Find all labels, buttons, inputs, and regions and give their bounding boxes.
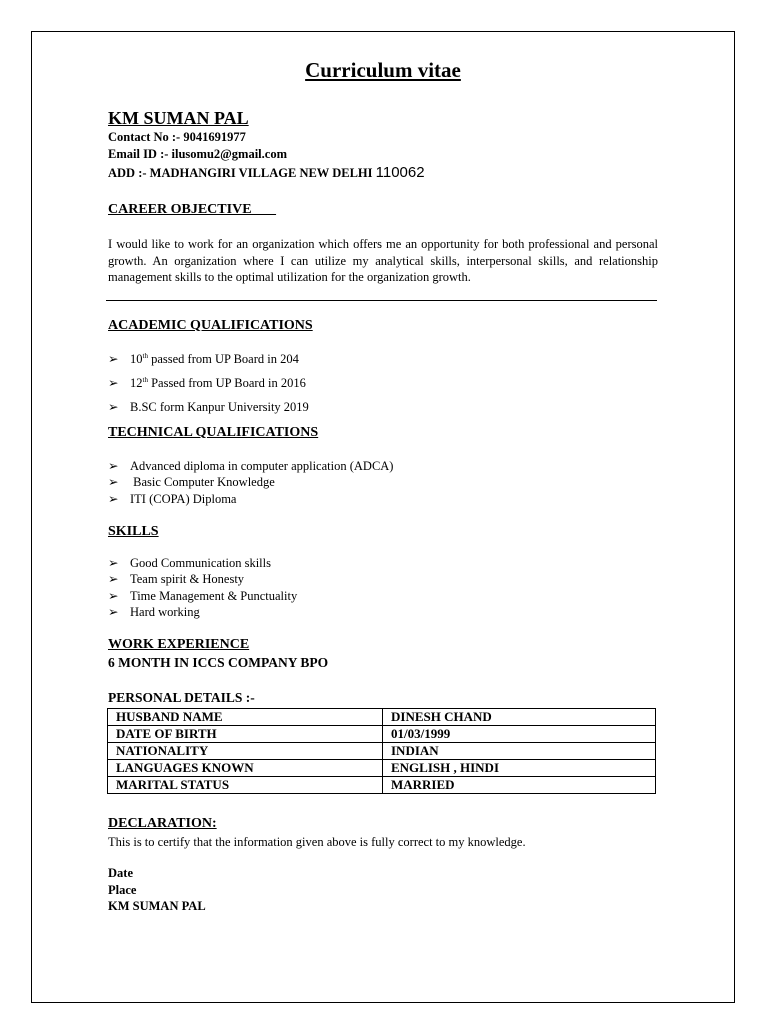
table-cell-value: DINESH CHAND (383, 709, 656, 726)
table-row (108, 709, 656, 726)
technical-item: ➢ Basic Computer Knowledge (108, 475, 275, 489)
signoff-date: Date (108, 866, 133, 880)
skill-item: ➢ Team spirit & Honesty (108, 572, 245, 586)
technical-item: ➢ ITI (COPA) Diploma (108, 492, 237, 506)
work-experience-heading: WORK EXPERIENCE (108, 637, 250, 652)
bullet-arrow-icon: ➢ (108, 492, 119, 506)
bullet-arrow-icon: ➢ (108, 605, 119, 619)
document-title: Curriculum vitae (305, 58, 461, 82)
skill-item: ➢ Hard working (108, 605, 200, 619)
personal-details-heading: PERSONAL DETAILS :- (108, 690, 255, 705)
technical-heading: TECHNICAL QUALIFICATIONS (108, 425, 319, 440)
academic-heading: ACADEMIC QUALIFICATIONS (108, 318, 313, 333)
skill-item: ➢ Good Communication skills (108, 556, 271, 570)
table-cell-value: MARRIED (383, 777, 656, 794)
candidate-name: KM SUMAN PAL (108, 108, 249, 128)
bullet-arrow-icon: ➢ (108, 475, 119, 489)
declaration-heading: DECLARATION: (108, 816, 217, 831)
table-cell-key: LANGUAGES KNOWN (108, 760, 383, 777)
table-row (108, 777, 656, 794)
career-objective-heading: CAREER OBJECTIVE (108, 202, 252, 217)
contact-address (108, 164, 425, 181)
table-row (108, 743, 656, 760)
table-cell-value: 01/03/1999 (383, 726, 656, 743)
bullet-arrow-icon: ➢ (108, 376, 119, 390)
personal-details-table (107, 708, 656, 794)
table-cell-value: INDIAN (383, 743, 656, 760)
signoff-name: KM SUMAN PAL (108, 899, 206, 913)
academic-item: ➢ B.SC form Kanpur University 2019 (108, 400, 309, 414)
table-cell-key: DATE OF BIRTH (108, 726, 383, 743)
table-cell-value: ENGLISH , HINDI (383, 760, 656, 777)
contact-phone: Contact No :- 9041691977 (108, 130, 246, 144)
bullet-arrow-icon: ➢ (108, 459, 119, 473)
signoff-place: Place (108, 883, 137, 897)
work-experience-detail: 6 MONTH IN ICCS COMPANY BPO (108, 655, 329, 670)
address-pincode: 110062 (375, 164, 425, 181)
table-cell-key: NATIONALITY (108, 743, 383, 760)
bullet-arrow-icon: ➢ (108, 572, 119, 586)
resume-page (31, 31, 735, 1003)
bullet-arrow-icon: ➢ (108, 589, 119, 603)
address-text: ADD :- MADHANGIRI VILLAGE NEW DELHI (108, 166, 373, 180)
academic-item: ➢ 12th Passed from UP Board in 2016 (108, 375, 306, 390)
section-divider (106, 300, 657, 301)
skill-item: ➢ Time Management & Punctuality (108, 589, 298, 603)
academic-item: ➢ 10th passed from UP Board in 204 (108, 351, 299, 366)
declaration-text: This is to certify that the information given above is fully correct to my knowledge. (108, 835, 526, 849)
skills-heading: SKILLS (108, 524, 159, 539)
bullet-arrow-icon: ➢ (108, 400, 119, 414)
contact-email: Email ID :- ilusomu2@gmail.com (108, 147, 287, 161)
bullet-arrow-icon: ➢ (108, 352, 119, 366)
table-cell-key: MARITAL STATUS (108, 777, 383, 794)
table-row (108, 760, 656, 777)
table-row (108, 726, 656, 743)
table-cell-key: HUSBAND NAME (108, 709, 383, 726)
career-objective-text: I would like to work for an organization which offers me an opportunity for both professional and personal growth. An organization where I can utilize my analytical skills, interpersonal skills, and relationship management skills to the optimal utilization for the organization growth. (108, 237, 658, 284)
bullet-arrow-icon: ➢ (108, 556, 119, 570)
technical-item: ➢ Advanced diploma in computer application (ADCA) (108, 459, 394, 473)
